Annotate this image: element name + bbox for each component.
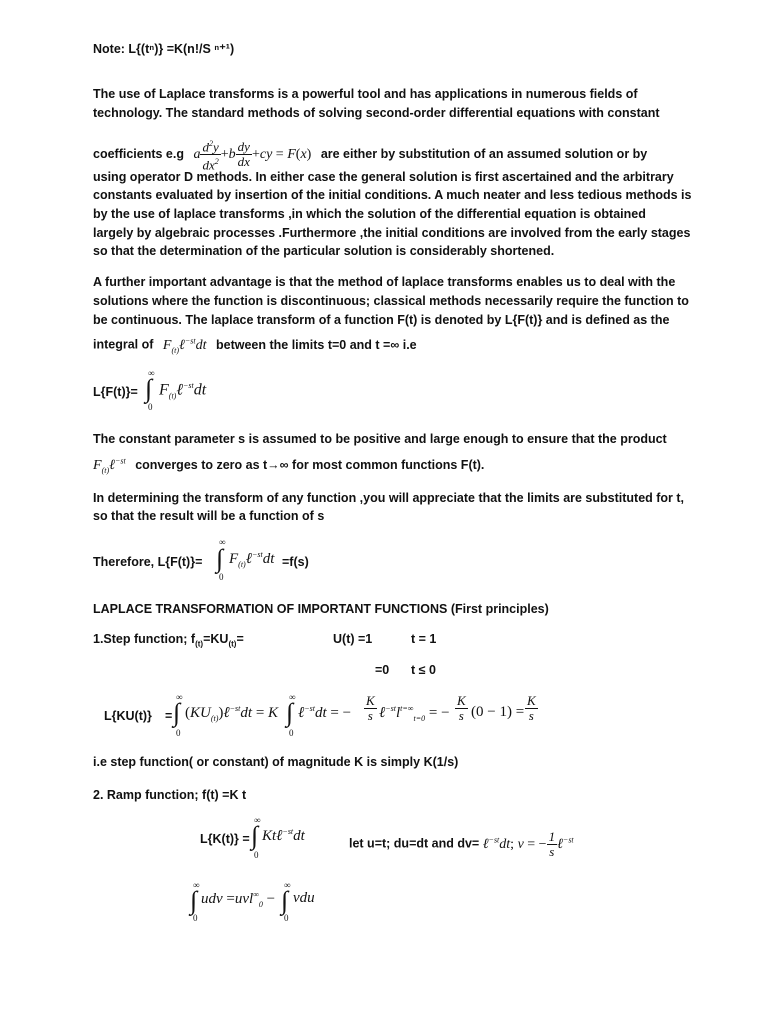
lower-limit: 0 [193,913,198,923]
step-term-2: ℓ$^{-st}$dt = − [298,704,352,721]
step-term-3: $\ell^{-st}l^{t=\infty}_{t=0}$ = − [379,704,450,723]
para1-line-8: so that the determination of the particular solution is considerably shortened. [93,244,555,258]
step-title-text: 1.Step function; f [93,632,196,646]
lower-limit: 0 [176,728,181,738]
lower-limit: 0 [284,913,289,923]
step-term-1: $(KU_{(t)})\ell^{-st}dt = K$ [185,704,279,723]
integral-sign: ∫ [286,698,294,727]
step-term-4: (0 − 1) = [471,704,525,720]
lower-limit: 0 [289,728,294,738]
upper-limit: ∞ [284,880,291,890]
step-title: 1.Step function; $f_{(t)}=KU_{(t)}=$ [93,632,244,649]
para3-line-1: The constant parameter s is assumed to be positive and large enough to ensure that the product [93,432,667,446]
integral-sign: ∫ [216,544,224,573]
fraction-k-over-s: $\frac{K}{s}$ [527,693,536,723]
para1-line-2: technology. The standard methods of solving second-order differential equations with constant [93,106,660,120]
section-heading: LAPLACE TRANSFORMATION OF IMPORTANT FUNCTIONS (First principles) [93,602,549,616]
para1-line-4: using operator D methods. In either case the general solution is first ascertained and the arbitrary [93,170,674,184]
fraction-k-over-s: $\frac{K}{s}$ [457,693,466,723]
step-cond1-u: U(t) =1 [333,632,373,646]
therefore-lhs: Therefore, L{F(t)}= [93,555,203,569]
ramp-let-text: let u=t; du=dt and dv= [349,836,480,851]
para2-line-1: A further important advantage is that the method of laplace transforms enables us to deal with the [93,275,676,289]
para2-line-2: solutions where the function is discontinuous; classical methods necessarily require the function to [93,294,689,308]
integrand-formula: $F_{(t)}\ell^{-st}dt$ [162,336,207,355]
upper-limit: ∞ [193,880,200,890]
step-cond1-t: t = 1 [411,632,437,646]
para3-line-2-text: converges to zero as t→∞ for most common functions F(t). [135,457,485,472]
fraction-k-over-s: $\frac{K}{s}$ [366,693,375,723]
integral-sign: ∫ [190,886,198,915]
upper-limit: ∞ [219,537,226,547]
para1-line-5: constants evaluated by insertion of the initial conditions. A much neater and less tedious methods is [93,188,692,202]
ode-formula: a $\frac{d^2y}{dx^2}$ +b $\frac{dy}{dx}$ +cy = F(x) [193,139,312,173]
para1-line-3-rest: are either by substitution of an assumed solution or by [320,147,648,162]
step-conclusion: i.e step function( or constant) of magnitude K is simply K(1/s) [93,755,459,769]
step-lhs: L{KU(t)} [104,709,152,723]
para1-line-7: largely by algebraic processes .Furthermore ,the initial conditions are involved from the early stages [93,226,691,240]
lower-limit: 0 [219,572,224,582]
para4-line-1: In determining the transform of any function ,you will appreciate that the limits are substituted for t, [93,491,685,505]
upper-limit: ∞ [289,692,296,702]
step-cond2-v: =0 [375,663,390,677]
therefore-rhs: =f(s) [282,555,309,569]
equals-sign: = [165,709,173,723]
ramp-integrand: Ktℓ$^{-st}$dt [262,827,305,844]
para1-eg-label: coefficients e.g [93,147,184,162]
ramp-title: 2. Ramp function; f(t) =K t [93,788,247,802]
upper-limit: ∞ [148,368,155,378]
parts-lhs: udv =uvl∞$_0$ − [201,890,276,909]
ramp-substitution [349,830,574,859]
ramp-dv-formula: ℓ$^{-st}$dt; v = − $\frac{1}{s}$ ℓ$^{-st}$ [482,829,574,859]
para2-line-4 [93,332,417,359]
upper-limit: ∞ [176,692,183,702]
para1-line-1: The use of Laplace transforms is a powerful tool and has applications in numerous fields of [93,87,638,101]
product-formula: $F_{(t)}\ell^{-st}$ [93,456,126,475]
integral-of-label: integral of [93,337,154,352]
definition-integrand: $F_{(t)}\ell^{-st}dt$ [159,381,207,401]
integral-sign: ∫ [281,886,289,915]
definition-lhs: L{F(t)}= [93,385,138,399]
para3-line-2 [93,452,484,479]
limits-text: between the limits t=0 and t =∞ i.e [215,337,417,352]
parts-rhs: vdu [293,890,315,906]
step-cond2-t: t ≤ 0 [411,663,436,677]
para1-line-6: by the use of laplace transforms ,in which the solution of the differential equation is obtained [93,207,646,221]
ramp-lhs: L{K(t)} = [200,832,250,846]
para2-line-3: be continuous. The laplace transform of a function F(t) is denoted by L{F(t)} and is defined as the [93,313,670,327]
upper-limit: ∞ [254,815,261,825]
integral-sign: ∫ [251,821,259,850]
integral-sign: ∫ [145,374,153,403]
para4-line-2: so that the result will be a function of s [93,509,325,523]
step-derivation [165,692,725,740]
lower-limit: 0 [148,402,153,412]
lower-limit: 0 [254,850,259,860]
note-line: Note: L{(tⁿ)} =K(n!/S ⁿ⁺¹) [93,42,235,56]
integral-sign: ∫ [173,698,181,727]
therefore-integrand: $F_{(t)}\ell^{-st}dt$ [229,550,275,569]
